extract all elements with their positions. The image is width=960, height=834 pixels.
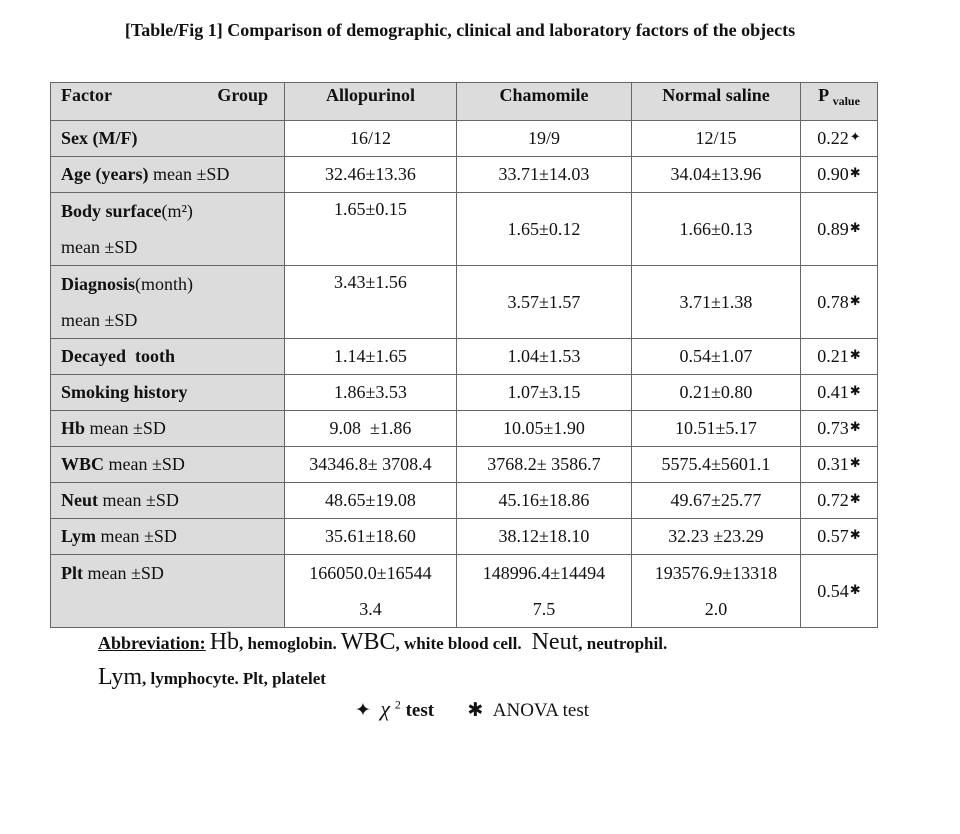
abbreviation-note: Abbreviation: Hb, hemoglobin. WBC, white blood cell. Neut, neutrophil. Lym, lymphocyte. Plt, platelet: [98, 629, 668, 690]
table-row: [51, 411, 878, 447]
cell-allopurinol: 16/12: [285, 121, 457, 157]
cell-p-value: 0.90✱: [801, 157, 878, 193]
cell-chamomile: 45.16±18.86: [457, 483, 632, 519]
table-row: [51, 339, 878, 375]
cell-chamomile: 1.65±0.12: [457, 193, 632, 266]
chi-square-mark-icon: ✦: [355, 700, 371, 721]
header-normal-saline: Normal saline: [632, 83, 801, 121]
anova-mark-icon: ✱: [849, 491, 861, 506]
cell-chamomile: 38.12±18.10: [457, 519, 632, 555]
anova-mark-icon: ✱: [849, 383, 861, 398]
cell-chamomile: 3.57±1.57: [457, 266, 632, 339]
cell-p-value: 0.89✱: [801, 193, 878, 266]
table-row: [51, 483, 878, 519]
table-row: [51, 157, 878, 193]
table-row: [51, 519, 878, 555]
row-label: Lym mean ±SD: [51, 519, 285, 555]
cell-allopurinol: 166050.0±16544 3.4: [285, 555, 457, 628]
anova-mark-icon: ✱: [849, 581, 861, 597]
anova-mark-icon: ✱: [849, 527, 861, 542]
cell-normal-saline: 34.04±13.96: [632, 157, 801, 193]
comparison-table: [50, 82, 878, 628]
anova-mark-icon: ✱: [849, 455, 861, 470]
header-p-value: P $_{value}$: [801, 83, 878, 121]
table-row: [51, 121, 878, 157]
header-group: Group: [217, 85, 268, 105]
cell-allopurinol: 9.08 ±1.86: [285, 411, 457, 447]
row-label: Decayed tooth: [51, 339, 285, 375]
cell-p-value: 0.41✱: [801, 375, 878, 411]
row-label: WBC mean ±SD: [51, 447, 285, 483]
row-label: Diagnosis(month) mean ±SD: [51, 266, 285, 339]
chi-test-label: test: [405, 700, 435, 721]
cell-allopurinol: 34346.8± 3708.4: [285, 447, 457, 483]
cell-chamomile: 10.05±1.90: [457, 411, 632, 447]
header-row: [51, 83, 878, 121]
anova-mark-icon: ✱: [849, 292, 861, 308]
cell-allopurinol: 1.86±3.53: [285, 375, 457, 411]
anova-mark-icon: ✱: [849, 165, 861, 180]
cell-p-value: 0.78✱: [801, 266, 878, 339]
cell-p-value: 0.22✦: [801, 121, 878, 157]
row-label: Sex (M/F): [51, 121, 285, 157]
row-label: Body surface(m²) mean ±SD: [51, 193, 285, 266]
cell-allopurinol: 35.61±18.60: [285, 519, 457, 555]
cell-allopurinol: 1.14±1.65: [285, 339, 457, 375]
table-row: [51, 266, 878, 339]
cell-chamomile: 148996.4±14494 7.5: [457, 555, 632, 628]
table-row: [51, 447, 878, 483]
cell-p-value: 0.31✱: [801, 447, 878, 483]
cell-p-value: 0.73✱: [801, 411, 878, 447]
cell-p-value: 0.72✱: [801, 483, 878, 519]
cell-normal-saline: 32.23 ±23.29: [632, 519, 801, 555]
cell-chamomile: 19/9: [457, 121, 632, 157]
cell-normal-saline: 1.66±0.13: [632, 193, 801, 266]
row-label: Hb mean ±SD: [51, 411, 285, 447]
cell-normal-saline: 49.67±25.77: [632, 483, 801, 519]
cell-normal-saline: 0.21±0.80: [632, 375, 801, 411]
table-row: [51, 375, 878, 411]
chi-symbol: χ: [380, 696, 391, 721]
header-p-subscript: value: [832, 94, 860, 108]
cell-chamomile: 3768.2± 3586.7: [457, 447, 632, 483]
cell-allopurinol: 32.46±13.36: [285, 157, 457, 193]
header-chamomile: Chamomile: [457, 83, 632, 121]
table-row: [51, 555, 878, 628]
table-title: [Table/Fig 1] Comparison of demographic, clinical and laboratory factors of the objects: [124, 20, 796, 40]
header-allopurinol: Allopurinol: [285, 83, 457, 121]
anova-mark-icon: ✱: [849, 347, 861, 362]
cell-chamomile: 33.71±14.03: [457, 157, 632, 193]
chi-superscript: 2: [394, 697, 401, 712]
cell-chamomile: 1.04±1.53: [457, 339, 632, 375]
anova-mark-icon: ✱: [467, 700, 484, 721]
row-label: Plt mean ±SD: [51, 555, 285, 628]
cell-chamomile: 1.07±3.15: [457, 375, 632, 411]
cell-allopurinol: 1.65±0.15: [285, 193, 457, 266]
row-label: Neut mean ±SD: [51, 483, 285, 519]
row-label: Smoking history: [51, 375, 285, 411]
cell-normal-saline: 5575.4±5601.1: [632, 447, 801, 483]
cell-normal-saline: 193576.9±13318 2.0: [632, 555, 801, 628]
test-legend: [355, 696, 589, 722]
cell-allopurinol: 48.65±19.08: [285, 483, 457, 519]
chi-square-mark-icon: ✦: [849, 129, 861, 144]
anova-mark-icon: ✱: [849, 219, 861, 235]
cell-p-value: 0.57✱: [801, 519, 878, 555]
table-row: [51, 193, 878, 266]
cell-p-value: 0.21✱: [801, 339, 878, 375]
cell-normal-saline: 12/15: [632, 121, 801, 157]
cell-normal-saline: 10.51±5.17: [632, 411, 801, 447]
anova-test-label: ANOVA test: [492, 700, 590, 721]
row-label: Age (years) mean ±SD: [51, 157, 285, 193]
anova-mark-icon: ✱: [849, 419, 861, 434]
cell-normal-saline: 0.54±1.07: [632, 339, 801, 375]
abbreviation-heading: Abbreviation:: [98, 633, 206, 653]
cell-normal-saline: 3.71±1.38: [632, 266, 801, 339]
header-factor-group: [51, 83, 285, 121]
cell-p-value: 0.54✱: [801, 555, 878, 628]
header-factor: Factor: [61, 85, 112, 105]
cell-allopurinol: 3.43±1.56: [285, 266, 457, 339]
